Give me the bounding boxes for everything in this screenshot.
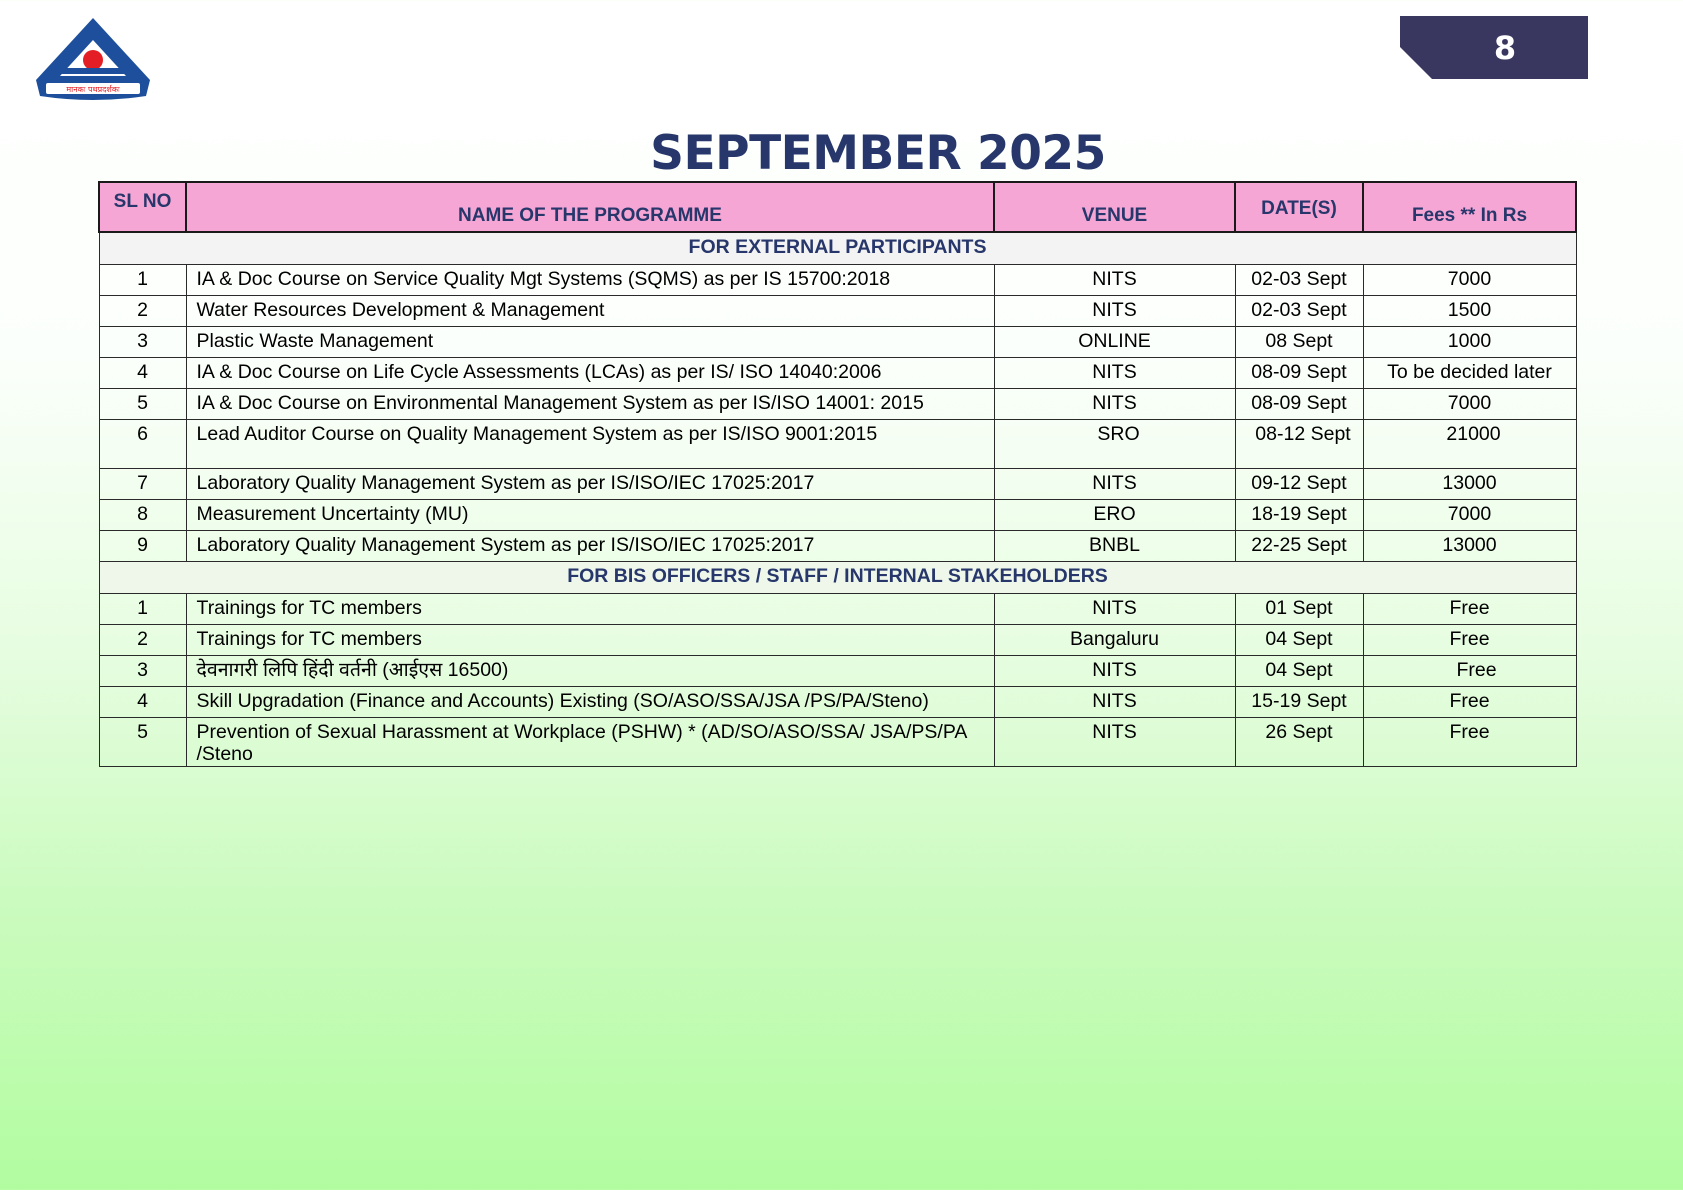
cell-fees: 7000: [1363, 499, 1576, 530]
cell-sl-no: 2: [99, 624, 186, 655]
cell-venue: NITS: [994, 717, 1235, 766]
table-body: [99, 232, 1576, 766]
table-row: [99, 530, 1576, 561]
cell-programme-name: Trainings for TC members: [186, 593, 994, 624]
table-row: [99, 624, 1576, 655]
col-header-fees: Fees ** In Rs: [1363, 182, 1576, 232]
cell-dates: 02-03 Sept: [1235, 264, 1363, 295]
cell-venue: ONLINE: [994, 326, 1235, 357]
cell-fees: To be decided later: [1363, 357, 1576, 388]
cell-venue: Bangaluru: [994, 624, 1235, 655]
section-header-row: [99, 232, 1576, 264]
cell-dates: 08 Sept: [1235, 326, 1363, 357]
cell-fees: 13000: [1363, 468, 1576, 499]
col-header-programme-name: NAME OF THE PROGRAMME: [186, 182, 994, 232]
table-row: [99, 295, 1576, 326]
cell-sl-no: 5: [99, 717, 186, 766]
cell-fees: 7000: [1363, 264, 1576, 295]
table-row: [99, 264, 1576, 295]
cell-dates: 08-12 Sept: [1235, 419, 1363, 468]
cell-sl-no: 1: [99, 593, 186, 624]
cell-dates: 18-19 Sept: [1235, 499, 1363, 530]
table-row: [99, 357, 1576, 388]
cell-programme-name: Water Resources Development & Management: [186, 295, 994, 326]
cell-venue: BNBL: [994, 530, 1235, 561]
col-header-sl-no: SL NO: [99, 182, 186, 232]
page-number: 8: [1493, 28, 1517, 67]
cell-dates: 26 Sept: [1235, 717, 1363, 766]
cell-sl-no: 6: [99, 419, 186, 468]
table-row: [99, 499, 1576, 530]
cell-programme-name: IA & Doc Course on Service Quality Mgt Systems (SQMS) as per IS 15700:2018: [186, 264, 994, 295]
table-row: [99, 717, 1576, 766]
col-header-venue: VENUE: [994, 182, 1235, 232]
cell-fees: 1500: [1363, 295, 1576, 326]
cell-fees: 13000: [1363, 530, 1576, 561]
programme-table: [98, 181, 1577, 767]
cell-dates: 01 Sept: [1235, 593, 1363, 624]
cell-dates: 09-12 Sept: [1235, 468, 1363, 499]
table-row: [99, 419, 1576, 468]
cell-venue: NITS: [994, 357, 1235, 388]
cell-fees: 1000: [1363, 326, 1576, 357]
cell-programme-name: IA & Doc Course on Life Cycle Assessments (LCAs) as per IS/ ISO 14040:2006: [186, 357, 994, 388]
cell-sl-no: 4: [99, 357, 186, 388]
cell-fees: Free: [1363, 624, 1576, 655]
cell-dates: 04 Sept: [1235, 655, 1363, 686]
cell-dates: 22-25 Sept: [1235, 530, 1363, 561]
cell-fees: 21000: [1363, 419, 1576, 468]
cell-programme-name: देवनागरी लिपि हिंदी वर्तनी (आईएस 16500): [186, 655, 994, 686]
cell-dates: 08-09 Sept: [1235, 357, 1363, 388]
cell-fees: Free: [1363, 593, 1576, 624]
cell-sl-no: 4: [99, 686, 186, 717]
cell-programme-name: IA & Doc Course on Environmental Management System as per IS/ISO 14001: 2015: [186, 388, 994, 419]
cell-programme-name: Laboratory Quality Management System as per IS/ISO/IEC 17025:2017: [186, 468, 994, 499]
cell-fees: Free: [1363, 717, 1576, 766]
bis-logo-icon: [32, 16, 154, 104]
cell-venue: SRO: [994, 419, 1235, 468]
logo-motto: मानकः पथप्रदर्शकः: [66, 85, 120, 94]
cell-programme-name: Measurement Uncertainty (MU): [186, 499, 994, 530]
cell-sl-no: 3: [99, 326, 186, 357]
section-header-row: [99, 561, 1576, 593]
cell-sl-no: 5: [99, 388, 186, 419]
table-row: [99, 655, 1576, 686]
cell-venue: NITS: [994, 593, 1235, 624]
section-label: FOR BIS OFFICERS / STAFF / INTERNAL STAKEHOLDERS: [99, 561, 1576, 593]
cell-programme-name: Laboratory Quality Management System as per IS/ISO/IEC 17025:2017: [186, 530, 994, 561]
cell-fees: 7000: [1363, 388, 1576, 419]
cell-venue: NITS: [994, 388, 1235, 419]
page-number-tab: [1400, 16, 1588, 79]
cell-sl-no: 9: [99, 530, 186, 561]
cell-fees: Free: [1363, 686, 1576, 717]
table-row: [99, 593, 1576, 624]
cell-venue: NITS: [994, 295, 1235, 326]
cell-sl-no: 2: [99, 295, 186, 326]
cell-sl-no: 3: [99, 655, 186, 686]
cell-venue: NITS: [994, 655, 1235, 686]
cell-programme-name: Plastic Waste Management: [186, 326, 994, 357]
page-title: SEPTEMBER 2025: [650, 126, 1106, 181]
cell-dates: 15-19 Sept: [1235, 686, 1363, 717]
table-row: [99, 468, 1576, 499]
cell-venue: NITS: [994, 264, 1235, 295]
cell-sl-no: 1: [99, 264, 186, 295]
cell-fees: Free: [1363, 655, 1576, 686]
cell-venue: NITS: [994, 468, 1235, 499]
table-row: [99, 326, 1576, 357]
cell-venue: NITS: [994, 686, 1235, 717]
table-header-row: [99, 182, 1576, 232]
cell-dates: 02-03 Sept: [1235, 295, 1363, 326]
col-header-dates: DATE(S): [1235, 182, 1363, 232]
section-label: FOR EXTERNAL PARTICIPANTS: [99, 232, 1576, 264]
cell-sl-no: 7: [99, 468, 186, 499]
cell-sl-no: 8: [99, 499, 186, 530]
cell-programme-name: Lead Auditor Course on Quality Management System as per IS/ISO 9001:2015: [186, 419, 994, 468]
cell-programme-name: Trainings for TC members: [186, 624, 994, 655]
table-row: [99, 686, 1576, 717]
cell-dates: 08-09 Sept: [1235, 388, 1363, 419]
bis-logo: [32, 16, 154, 104]
cell-programme-name: Skill Upgradation (Finance and Accounts) Existing (SO/ASO/SSA/JSA /PS/PA/Steno): [186, 686, 994, 717]
cell-programme-name: Prevention of Sexual Harassment at Workplace (PSHW) * (AD/SO/ASO/SSA/ JSA/PS/PA /Steno: [186, 717, 994, 766]
cell-dates: 04 Sept: [1235, 624, 1363, 655]
cell-venue: ERO: [994, 499, 1235, 530]
table-row: [99, 388, 1576, 419]
